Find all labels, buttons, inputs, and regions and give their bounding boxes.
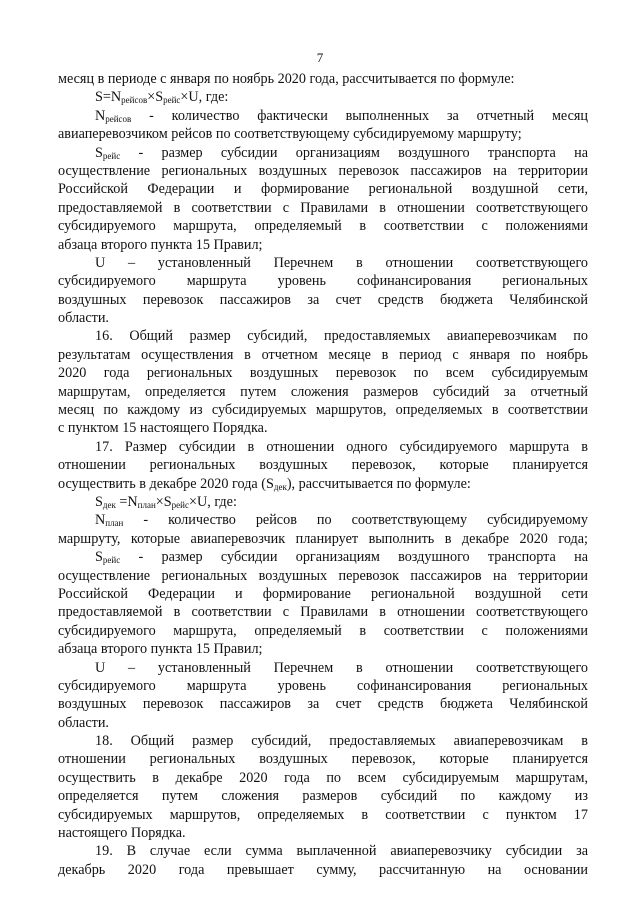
text-segment: абзаца второго пункта 15 Правил; (58, 236, 263, 253)
text-line (58, 199, 588, 217)
text-segment: ×S (147, 89, 164, 106)
text-line (58, 695, 588, 713)
text-line (58, 162, 588, 180)
text-segment: субсидируемых маршрутов, определяемых в соответствии с пунктом 17 (58, 806, 588, 823)
text-line (58, 585, 588, 603)
text-line (58, 125, 588, 143)
text-segment: определяется путем сложения размеров субсидий по каждому из (58, 788, 588, 805)
text-segment: Российской Федерации и формирование региональной воздушной сети (58, 585, 588, 602)
text-segment: Российской Федерации и формирование региональной воздушной сети, (58, 181, 588, 198)
text-segment: ×U, где: (180, 89, 229, 106)
subscript: рейс (102, 150, 121, 161)
text-line (58, 291, 588, 309)
subscript: рейс (163, 95, 181, 106)
text-segment: декабрь 2020 года превышает сумму, рассчитанную на основании (58, 861, 588, 878)
text-line (58, 180, 588, 198)
text-line (58, 732, 588, 750)
text-line (58, 714, 588, 732)
text-segment: месяц по каждому из субсидируемых маршрутов, определяемых в соответствии (58, 402, 588, 419)
text-line (58, 236, 588, 254)
subscript: рейсов (105, 113, 132, 124)
text-segment: осуществление региональных воздушных перевозок пассажиров на территории (58, 567, 588, 584)
text-line (58, 456, 588, 474)
text-line (58, 70, 588, 88)
subscript: рейс (102, 555, 121, 566)
text-segment: U – установленный Перечнем в отношении соответствующего (95, 254, 588, 271)
text-segment: - размер субсидии организациям воздушного транспорта на (120, 549, 588, 566)
text-segment: ×S (155, 493, 172, 510)
text-line (58, 438, 588, 456)
text-segment: воздушных перевозок пассажиров за счет средств бюджета Челябинской (58, 291, 588, 308)
text-line (58, 548, 588, 566)
subscript: рейс (171, 499, 189, 510)
text-segment: авиаперевозчиком рейсов по соответствующему субсидируемому маршруту; (58, 126, 522, 143)
text-segment: 2020 года региональных воздушных перевозок по всем субсидируемым (58, 365, 588, 382)
text-segment: =N (115, 493, 138, 510)
text-line (58, 824, 588, 842)
text-segment: области. (58, 714, 109, 731)
text-segment: - количество рейсов по соответствующему субсидируемому (123, 512, 588, 529)
text-segment: U – установленный Перечнем в отношении соответствующего (95, 659, 588, 676)
text-line (58, 364, 588, 382)
text-line (58, 659, 588, 677)
subscript: план (137, 499, 156, 510)
text-segment: осуществление региональных воздушных перевозок пассажиров на территории (58, 162, 588, 179)
text-segment: - количество фактически выполненных за отчетный месяц (131, 107, 588, 124)
text-line (58, 603, 588, 621)
text-segment: предоставляемой в соответствии с Правилами в отношении соответствующего (58, 604, 588, 621)
text-segment: S=N (95, 89, 122, 106)
text-line (58, 769, 588, 787)
subscript: план (105, 518, 124, 529)
text-segment: маршрутам, определяется путем сложения размеров субсидий за отчетный (58, 383, 588, 400)
text-segment: 16. Общий размер субсидий, предоставляемых авиаперевозчикам по (95, 328, 588, 345)
text-line (58, 272, 588, 290)
text-segment: - размер субсидии организациям воздушного транспорта на (120, 144, 588, 161)
text-segment: ×U, где: (188, 493, 237, 510)
subscript: рейсов (121, 95, 148, 106)
text-segment: настоящего Порядка. (58, 825, 186, 842)
text-segment: маршруту, которые авиаперевозчик планирует выполнить в декабре 2020 года; (58, 530, 588, 547)
text-segment: субсидируемого маршрута, определяемый в соответствии с положениями (58, 622, 588, 639)
text-line (58, 107, 588, 125)
text-line (58, 217, 588, 235)
document-body (58, 70, 588, 879)
text-segment: отношении региональных воздушных перевозок, которые планируется (58, 457, 588, 474)
text-segment: N (95, 512, 106, 529)
subscript: дек (273, 481, 287, 492)
text-segment: месяц в периоде с января по ноябрь 2020 года, рассчитывается по формуле: (58, 71, 515, 87)
text-line (58, 806, 588, 824)
text-line (58, 144, 588, 162)
text-line (58, 750, 588, 768)
text-line (58, 842, 588, 860)
text-segment: S (95, 549, 103, 566)
text-line (58, 254, 588, 272)
text-line (58, 327, 588, 345)
text-line (58, 383, 588, 401)
text-line (58, 346, 588, 364)
text-line (58, 787, 588, 805)
page-number: 7 (316, 50, 324, 65)
text-segment: субсидируемого маршрута уровень софинансирования региональных (58, 677, 588, 694)
text-line (58, 309, 588, 327)
text-segment: осуществить в декабре 2020 года по всем субсидируемым маршрутам, (58, 769, 588, 786)
text-segment: результатам осуществления в отчетном месяце в период с января по ноябрь (58, 346, 588, 363)
text-segment: абзаца второго пункта 15 Правил; (58, 641, 263, 658)
text-segment: с пунктом 15 настоящего Порядка. (58, 420, 268, 437)
text-segment: субсидируемого маршрута, определяемый в соответствии с положениями (58, 218, 588, 235)
text-segment: области. (58, 310, 109, 327)
text-line (58, 622, 588, 640)
text-line (58, 475, 588, 493)
text-line (58, 493, 588, 511)
text-line (58, 419, 588, 437)
text-segment: ), рассчитывается по формуле: (286, 475, 471, 492)
text-line (58, 401, 588, 419)
text-segment: 17. Размер субсидии в отношении одного субсидируемого маршрута в (95, 438, 588, 455)
text-segment: отношении региональных воздушных перевозок, которые планируется (58, 751, 588, 768)
text-line (58, 88, 588, 106)
text-segment: воздушных перевозок пассажиров за счет средств бюджета Челябинской (58, 696, 588, 713)
text-segment: предоставляемой в соответствии с Правилами в отношении соответствующего (58, 199, 588, 216)
text-segment: осуществить в декабре 2020 года (S (58, 475, 274, 492)
subscript: дек (102, 499, 116, 510)
text-line (58, 567, 588, 585)
text-line (58, 861, 588, 879)
text-line (58, 677, 588, 695)
text-line (58, 530, 588, 548)
text-line (58, 511, 588, 529)
text-segment: 18. Общий размер субсидий, предоставляемых авиаперевозчикам в (95, 733, 588, 750)
text-line (58, 640, 588, 658)
text-segment: S (95, 144, 103, 161)
text-segment: 19. В случае если сумма выплаченной авиаперевозчику субсидии за (95, 843, 588, 860)
text-segment: субсидируемого маршрута уровень софинансирования региональных (58, 273, 588, 290)
text-segment: S (95, 493, 103, 510)
text-segment: N (95, 107, 106, 124)
